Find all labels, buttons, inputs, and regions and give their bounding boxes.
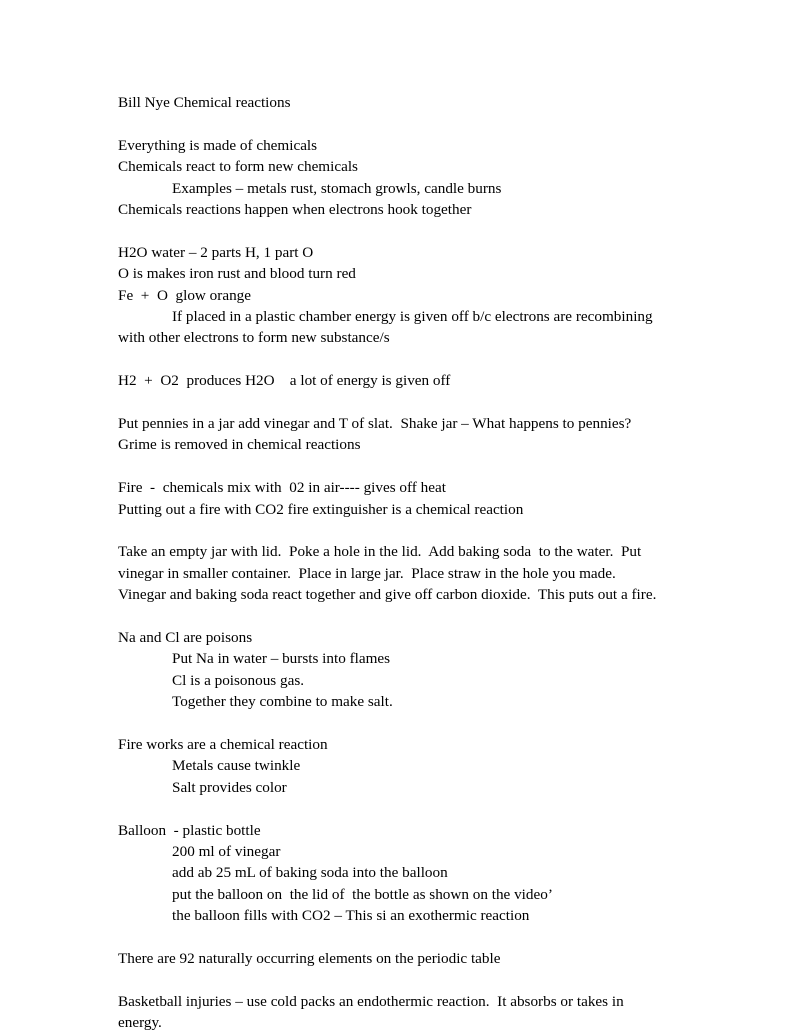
blank-line (118, 798, 673, 819)
paragraph-fire (118, 477, 673, 520)
text-line: Vinegar and baking soda react together and give off carbon dioxide. This puts out a fire. (118, 586, 657, 604)
text-line: Salt provides color (172, 778, 287, 796)
paragraph-jar-experiment (118, 541, 673, 605)
paragraph-injuries (118, 991, 673, 1034)
paragraph-hydrogen-oxygen (118, 370, 673, 391)
blank-line (118, 520, 673, 541)
text-line: Fe + O glow orange (118, 286, 251, 304)
paragraph-balloon (118, 820, 673, 927)
paragraph-fireworks (118, 734, 673, 798)
paragraph-pennies (118, 413, 673, 456)
text-line: with other electrons to form new substance/s (118, 329, 390, 347)
text-line: Put pennies in a jar add vinegar and T of slat. Shake jar – What happens to pennies? (118, 415, 632, 433)
text-line: Put Na in water – bursts into flames (172, 650, 391, 668)
text-line: Together they combine to make salt. (172, 693, 393, 711)
document-body (118, 92, 673, 1034)
text-line: Balloon - plastic bottle (118, 821, 261, 839)
text-line: Fire - chemicals mix with 02 in air---- gives off heat (118, 479, 446, 497)
text-line: Metals cause twinkle (172, 757, 301, 775)
blank-line (118, 113, 673, 134)
text-line: 200 ml of vinegar (172, 843, 281, 861)
text-line: H2O water – 2 parts H, 1 part O (118, 243, 314, 261)
blank-line (118, 927, 673, 948)
paragraph-salt (118, 627, 673, 713)
text-line: Take an empty jar with lid. Poke a hole in the lid. Add baking soda to the water. Put (118, 543, 642, 561)
paragraph-elements (118, 948, 673, 969)
blank-line (118, 456, 673, 477)
text-line: Grime is removed in chemical reactions (118, 436, 361, 454)
blank-line (118, 970, 673, 991)
paragraph-title (118, 92, 673, 113)
blank-line (118, 713, 673, 734)
text-line: Everything is made of chemicals (118, 136, 318, 154)
text-line: add ab 25 mL of baking soda into the balloon (172, 864, 448, 882)
text-line: If placed in a plastic chamber energy is given off b/c electrons are recombining (172, 308, 653, 326)
text-line: Na and Cl are poisons (118, 629, 253, 647)
blank-line (118, 392, 673, 413)
text-line: Chemicals react to form new chemicals (118, 158, 358, 176)
text-line: Putting out a fire with CO2 fire extinguisher is a chemical reaction (118, 500, 524, 518)
text-line: Chemicals reactions happen when electrons hook together (118, 201, 472, 219)
paragraph-intro (118, 135, 673, 221)
paragraph-water-iron (118, 242, 673, 349)
text-line: Fire works are a chemical reaction (118, 736, 328, 754)
blank-line (118, 606, 673, 627)
text-line: the balloon fills with CO2 – This si an exothermic reaction (172, 907, 530, 925)
text-line: O is makes iron rust and blood turn red (118, 265, 356, 283)
text-line: put the balloon on the lid of the bottle as shown on the video’ (172, 885, 553, 903)
blank-line (118, 220, 673, 241)
text-line: energy. (118, 1014, 162, 1032)
blank-line (118, 349, 673, 370)
text-line: Examples – metals rust, stomach growls, candle burns (172, 179, 502, 197)
text-line: H2 + O2 produces H2O a lot of energy is given off (118, 372, 451, 390)
text-line: Cl is a poisonous gas. (172, 671, 305, 689)
text-line: Bill Nye Chemical reactions (118, 94, 291, 111)
text-line: vinegar in smaller container. Place in large jar. Place straw in the hole you made. (118, 564, 616, 582)
text-line: Basketball injuries – use cold packs an endothermic reaction. It absorbs or takes in (118, 992, 624, 1010)
text-line: There are 92 naturally occurring elements on the periodic table (118, 950, 501, 968)
